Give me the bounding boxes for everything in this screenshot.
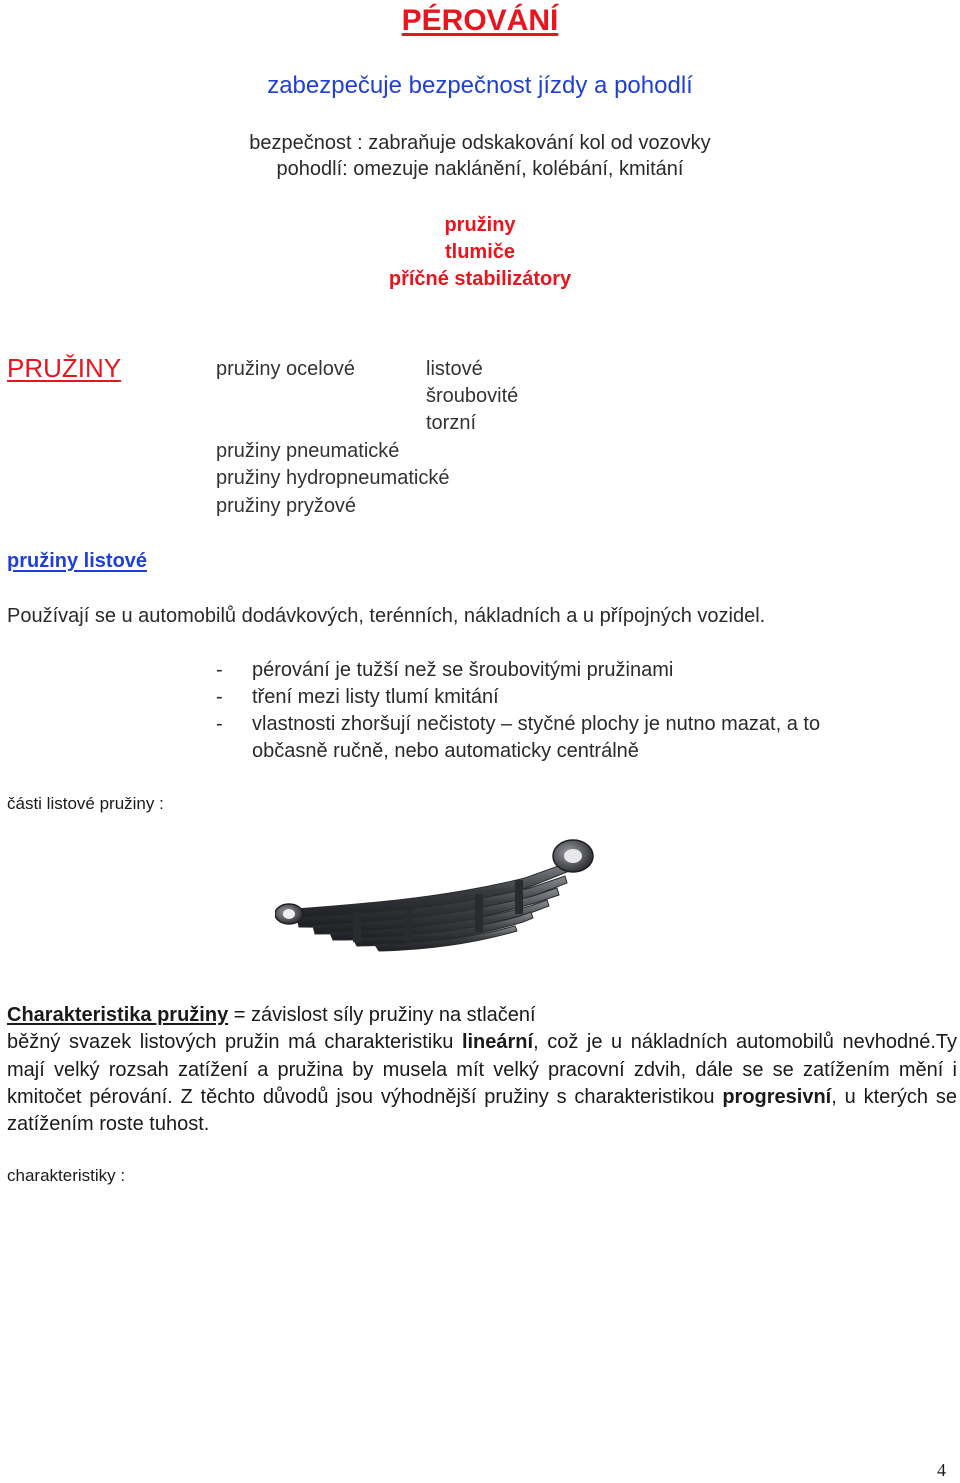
- section-heading-listove: pružiny listové: [7, 550, 148, 572]
- leaf-spring-icon: [275, 838, 605, 958]
- term-linearni: lineární: [461, 1031, 534, 1054]
- body-text: , u kterých se zatížením roste tuhost.: [7, 1085, 957, 1136]
- component-stabilizatory: příčné stabilizátory: [388, 268, 572, 290]
- term-progresivni: progresivní: [722, 1085, 832, 1108]
- leaf-spring-image: [275, 838, 605, 958]
- section-heading-pruziny: PRUŽINY: [7, 353, 122, 383]
- type-hydropneumaticke: pružiny hydropneumatické: [216, 467, 450, 489]
- subtype-sroubovite: šroubovité: [426, 385, 519, 407]
- type-pryzove: pružiny pryžové: [216, 495, 357, 517]
- charakteristika-body: [7, 1029, 957, 1138]
- list-item-text: občasně ručně, nebo automaticky centrálně: [252, 740, 639, 762]
- type-pneumaticke: pružiny pneumatické: [216, 440, 400, 462]
- charakteristika-paragraph: [7, 1002, 957, 1138]
- subtype-torzni: torzní: [426, 412, 477, 434]
- charakteristika-definition-text: = závislost síly pružiny na stlačení: [228, 1004, 536, 1026]
- type-ocelove: pružiny ocelové: [216, 358, 355, 380]
- parts-label: části listové pružiny :: [7, 794, 164, 813]
- intro-pohodli: pohodlí: omezuje naklánění, kolébání, kmitání: [276, 158, 684, 180]
- list-dash: -: [216, 686, 223, 708]
- charakteristiky-label: charakteristiky :: [7, 1166, 126, 1185]
- usage-text: Používají se u automobilů dodávkových, terénních, nákladních a u přípojných vozidel.: [7, 605, 766, 627]
- charakteristika-term: Charakteristika pružiny: [7, 1004, 229, 1026]
- page-title: PÉROVÁNÍ: [401, 4, 559, 37]
- component-tlumice: tlumiče: [444, 241, 516, 263]
- list-dash: -: [216, 659, 223, 681]
- list-dash: -: [216, 713, 223, 735]
- list-item-text: pérování je tužší než se šroubovitými pružinami: [252, 659, 674, 681]
- intro-bezpecnost: bezpečnost : zabraňuje odskakování kol od vozovky: [249, 132, 711, 154]
- list-item-text: vlastnosti zhoršují nečistoty – styčné plochy je nutno mazat, a to: [252, 713, 821, 735]
- page-number: 4: [937, 1460, 946, 1480]
- page-subtitle: zabezpečuje bezpečnost jízdy a pohodlí: [267, 72, 693, 99]
- body-text: běžný svazek listových pružin má charakteristiku: [7, 1031, 462, 1054]
- component-pruziny: pružiny: [444, 214, 516, 236]
- subtype-listove: listové: [426, 358, 483, 380]
- list-item-text: tření mezi listy tlumí kmitání: [252, 686, 499, 708]
- body-text: , což je u nákladních automobilů nevhodné.Ty mají velký rozsah zatížení a pružina by musela mít velký pracovní zdvih, dále se se zatížením mění i kmitočet pérování. Z těchto důvodů jsou výhodnější pružiny s charakteristikou: [7, 1031, 957, 1108]
- charakteristika-definition: [7, 1002, 957, 1029]
